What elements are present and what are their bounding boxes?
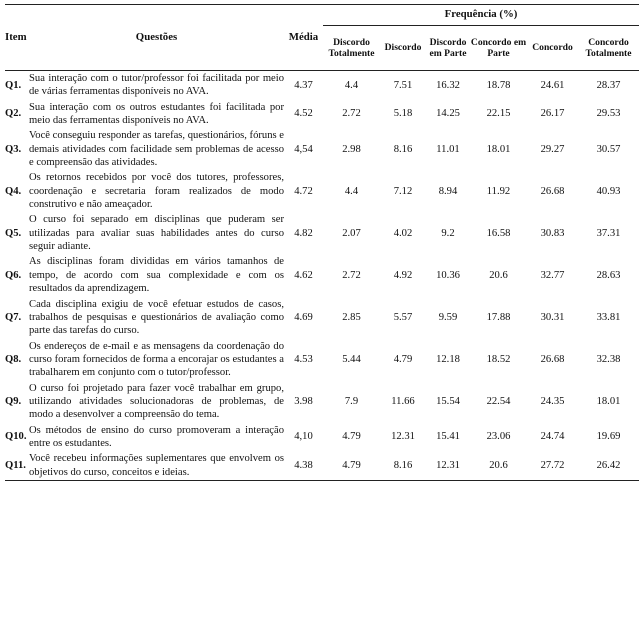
row-media: 4,10 bbox=[294, 431, 313, 443]
row-question: Cada disciplina exigiu de você efetuar estudos de casos, trabalhos de pesquisas e questionários de avaliação como parte das tarefas do curso. bbox=[29, 298, 284, 337]
table-row bbox=[5, 297, 639, 339]
table-row bbox=[5, 254, 639, 296]
cell-discordo-em-parte: 10.36 bbox=[436, 269, 460, 281]
header-discordo-totalmente: Discordo Totalmente bbox=[323, 26, 380, 71]
header-concordo-em-parte: Concordo em Parte bbox=[470, 26, 527, 71]
cell-concordo-em-parte: 22.15 bbox=[486, 108, 511, 120]
row-media: 4.62 bbox=[294, 269, 313, 281]
row-media: 3.98 bbox=[294, 395, 313, 407]
cell-discordo-em-parte: 15.54 bbox=[436, 395, 460, 407]
row-question: As disciplinas foram divididas em vários tamanhos de tempo, de acordo com sua complexidade e com os resultados da aprendizagem. bbox=[29, 256, 284, 295]
row-item-id: Q7. bbox=[5, 311, 22, 323]
cell-discordo-em-parte: 14.25 bbox=[436, 108, 460, 120]
cell-discordo: 5.57 bbox=[393, 311, 413, 323]
cell-concordo-totalmente: 30.57 bbox=[596, 143, 621, 155]
table-row bbox=[5, 128, 639, 170]
cell-concordo-totalmente: 28.37 bbox=[596, 79, 621, 91]
row-question: Os endereços de e-mail e as mensagens da coordenação do curso foram fornecidos de forma a encorajar os estudantes a trabalharem em conjunto com o tutor/professor. bbox=[29, 340, 284, 379]
cell-discordo: 7.12 bbox=[393, 185, 413, 197]
cell-discordo-totalmente: 4.79 bbox=[342, 431, 361, 443]
cell-discordo: 12.31 bbox=[391, 431, 415, 443]
header-concordo: Concordo bbox=[527, 26, 578, 71]
frequency-table bbox=[5, 4, 639, 481]
cell-concordo-totalmente: 28.63 bbox=[596, 269, 621, 281]
cell-concordo-em-parte: 18.78 bbox=[486, 79, 511, 91]
cell-discordo-em-parte: 15.41 bbox=[436, 431, 460, 443]
cell-discordo-em-parte: 16.32 bbox=[436, 79, 460, 91]
cell-concordo: 26.68 bbox=[540, 353, 565, 365]
cell-concordo-em-parte: 23.06 bbox=[486, 431, 511, 443]
cell-concordo-totalmente: 37.31 bbox=[596, 227, 621, 239]
cell-concordo-em-parte: 11.92 bbox=[486, 185, 511, 197]
row-media: 4.37 bbox=[294, 79, 313, 91]
cell-discordo-em-parte: 8.94 bbox=[438, 185, 458, 197]
cell-concordo-totalmente: 29.53 bbox=[596, 108, 621, 120]
header-discordo-em-parte: Discordo em Parte bbox=[426, 26, 470, 71]
row-question: Você conseguiu responder as tarefas, questionários, fóruns e demais atividades com facilidade sem problemas de acesso e compreensão das atividades. bbox=[29, 130, 284, 169]
cell-concordo-totalmente: 18.01 bbox=[596, 395, 621, 407]
cell-concordo-totalmente: 32.38 bbox=[596, 353, 621, 365]
cell-concordo: 26.17 bbox=[540, 108, 565, 120]
cell-discordo: 11.66 bbox=[391, 395, 415, 407]
row-item-id: Q11. bbox=[5, 459, 26, 471]
row-question: Os retornos recebidos por você dos tutores, professores, coordenação e secretaria foram realizados de modo construtivo e não ameaçador. bbox=[29, 172, 284, 211]
cell-concordo-em-parte: 18.52 bbox=[486, 353, 511, 365]
table-row bbox=[5, 381, 639, 423]
row-question: Sua interação com os outros estudantes foi facilitada por meio das ferramentas disponíveis no AVA. bbox=[29, 101, 284, 127]
cell-discordo: 4.79 bbox=[393, 353, 413, 365]
cell-discordo-em-parte: 9.59 bbox=[438, 311, 458, 323]
row-question: O curso foi separado em disciplinas que puderam ser utilizadas para avaliar suas habilidades antes do curso seguir adiante. bbox=[29, 214, 284, 253]
header-concordo-totalmente: Concordo Totalmente bbox=[578, 26, 639, 71]
row-question: O curso foi projetado para fazer você trabalhar em grupo, utilizando atividades solucionadoras de problemas, de modo a desenvolver a compreensão do tema. bbox=[29, 382, 284, 421]
cell-discordo-totalmente: 2.07 bbox=[342, 227, 361, 239]
header-item: Item bbox=[5, 5, 29, 71]
cell-discordo-totalmente: 4.4 bbox=[344, 79, 359, 91]
cell-concordo-em-parte: 22.54 bbox=[486, 395, 511, 407]
cell-concordo: 29.27 bbox=[540, 143, 565, 155]
cell-discordo: 4.92 bbox=[393, 269, 413, 281]
table-row bbox=[5, 212, 639, 254]
cell-concordo-em-parte: 20.6 bbox=[489, 269, 508, 281]
cell-discordo-em-parte: 9.2 bbox=[441, 227, 455, 239]
cell-discordo: 8.16 bbox=[393, 459, 413, 471]
cell-concordo: 26.68 bbox=[540, 185, 565, 197]
cell-discordo-em-parte: 11.01 bbox=[436, 143, 460, 155]
cell-discordo: 4.02 bbox=[393, 227, 413, 239]
cell-concordo-em-parte: 16.58 bbox=[486, 227, 511, 239]
cell-concordo: 24.61 bbox=[540, 79, 565, 91]
cell-discordo: 5.18 bbox=[393, 108, 413, 120]
row-media: 4.53 bbox=[294, 353, 313, 365]
row-item-id: Q10. bbox=[5, 431, 27, 443]
table-row bbox=[5, 71, 639, 100]
row-media: 4.82 bbox=[294, 227, 313, 239]
table-row bbox=[5, 423, 639, 452]
cell-discordo-totalmente: 4.79 bbox=[342, 459, 361, 471]
row-item-id: Q2. bbox=[5, 108, 22, 120]
row-media: 4.72 bbox=[294, 185, 313, 197]
cell-discordo-totalmente: 7.9 bbox=[344, 395, 359, 407]
cell-concordo-totalmente: 40.93 bbox=[596, 185, 621, 197]
cell-concordo: 27.72 bbox=[540, 459, 565, 471]
table-row bbox=[5, 339, 639, 381]
cell-concordo: 32.77 bbox=[540, 269, 565, 281]
row-media: 4.52 bbox=[294, 108, 313, 120]
cell-discordo-totalmente: 2.72 bbox=[342, 269, 361, 281]
cell-concordo-totalmente: 33.81 bbox=[596, 311, 621, 323]
cell-concordo-em-parte: 18.01 bbox=[486, 143, 511, 155]
cell-discordo-totalmente: 2.72 bbox=[342, 108, 361, 120]
cell-discordo-totalmente: 5.44 bbox=[342, 353, 361, 365]
row-question: Você recebeu informações suplementares que envolvem os objetivos do curso, conceitos e ideias. bbox=[29, 453, 284, 478]
cell-discordo-em-parte: 12.31 bbox=[436, 459, 460, 471]
row-item-id: Q9. bbox=[5, 395, 22, 407]
row-question: Sua interação com o tutor/professor foi facilitada por meio de várias ferramentas disponíveis no AVA. bbox=[29, 73, 284, 98]
cell-concordo: 30.31 bbox=[540, 311, 565, 323]
cell-discordo-totalmente: 2.98 bbox=[342, 143, 361, 155]
row-item-id: Q1. bbox=[5, 79, 22, 91]
row-media: 4,54 bbox=[294, 143, 313, 155]
row-media: 4.38 bbox=[294, 459, 313, 471]
header-media: Média bbox=[284, 5, 323, 71]
cell-discordo-em-parte: 12.18 bbox=[436, 353, 460, 365]
header-discordo: Discordo bbox=[380, 26, 426, 71]
cell-concordo: 24.35 bbox=[540, 395, 565, 407]
cell-concordo-em-parte: 17.88 bbox=[486, 311, 511, 323]
cell-concordo-totalmente: 19.69 bbox=[596, 431, 621, 443]
cell-concordo: 30.83 bbox=[540, 227, 565, 239]
table-row bbox=[5, 170, 639, 212]
header-frequencia: Frequência (%) bbox=[323, 5, 639, 26]
cell-discordo-totalmente: 4.4 bbox=[344, 185, 359, 197]
header-questoes: Questões bbox=[29, 5, 284, 71]
table-body bbox=[5, 71, 639, 481]
cell-discordo: 7.51 bbox=[393, 79, 413, 91]
row-item-id: Q6. bbox=[5, 269, 22, 281]
cell-concordo-em-parte: 20.6 bbox=[489, 459, 508, 471]
table-row bbox=[5, 451, 639, 480]
cell-concordo-totalmente: 26.42 bbox=[596, 459, 621, 471]
cell-discordo-totalmente: 2.85 bbox=[342, 311, 361, 323]
cell-discordo: 8.16 bbox=[393, 143, 413, 155]
table-row bbox=[5, 100, 639, 129]
cell-concordo: 24.74 bbox=[540, 431, 565, 443]
row-media: 4.69 bbox=[294, 311, 313, 323]
row-item-id: Q5. bbox=[5, 227, 22, 239]
row-item-id: Q4. bbox=[5, 185, 22, 197]
row-question: Os métodos de ensino do curso promoveram a interação entre os estudantes. bbox=[29, 424, 284, 449]
row-item-id: Q3. bbox=[5, 143, 22, 155]
row-item-id: Q8. bbox=[5, 353, 22, 365]
